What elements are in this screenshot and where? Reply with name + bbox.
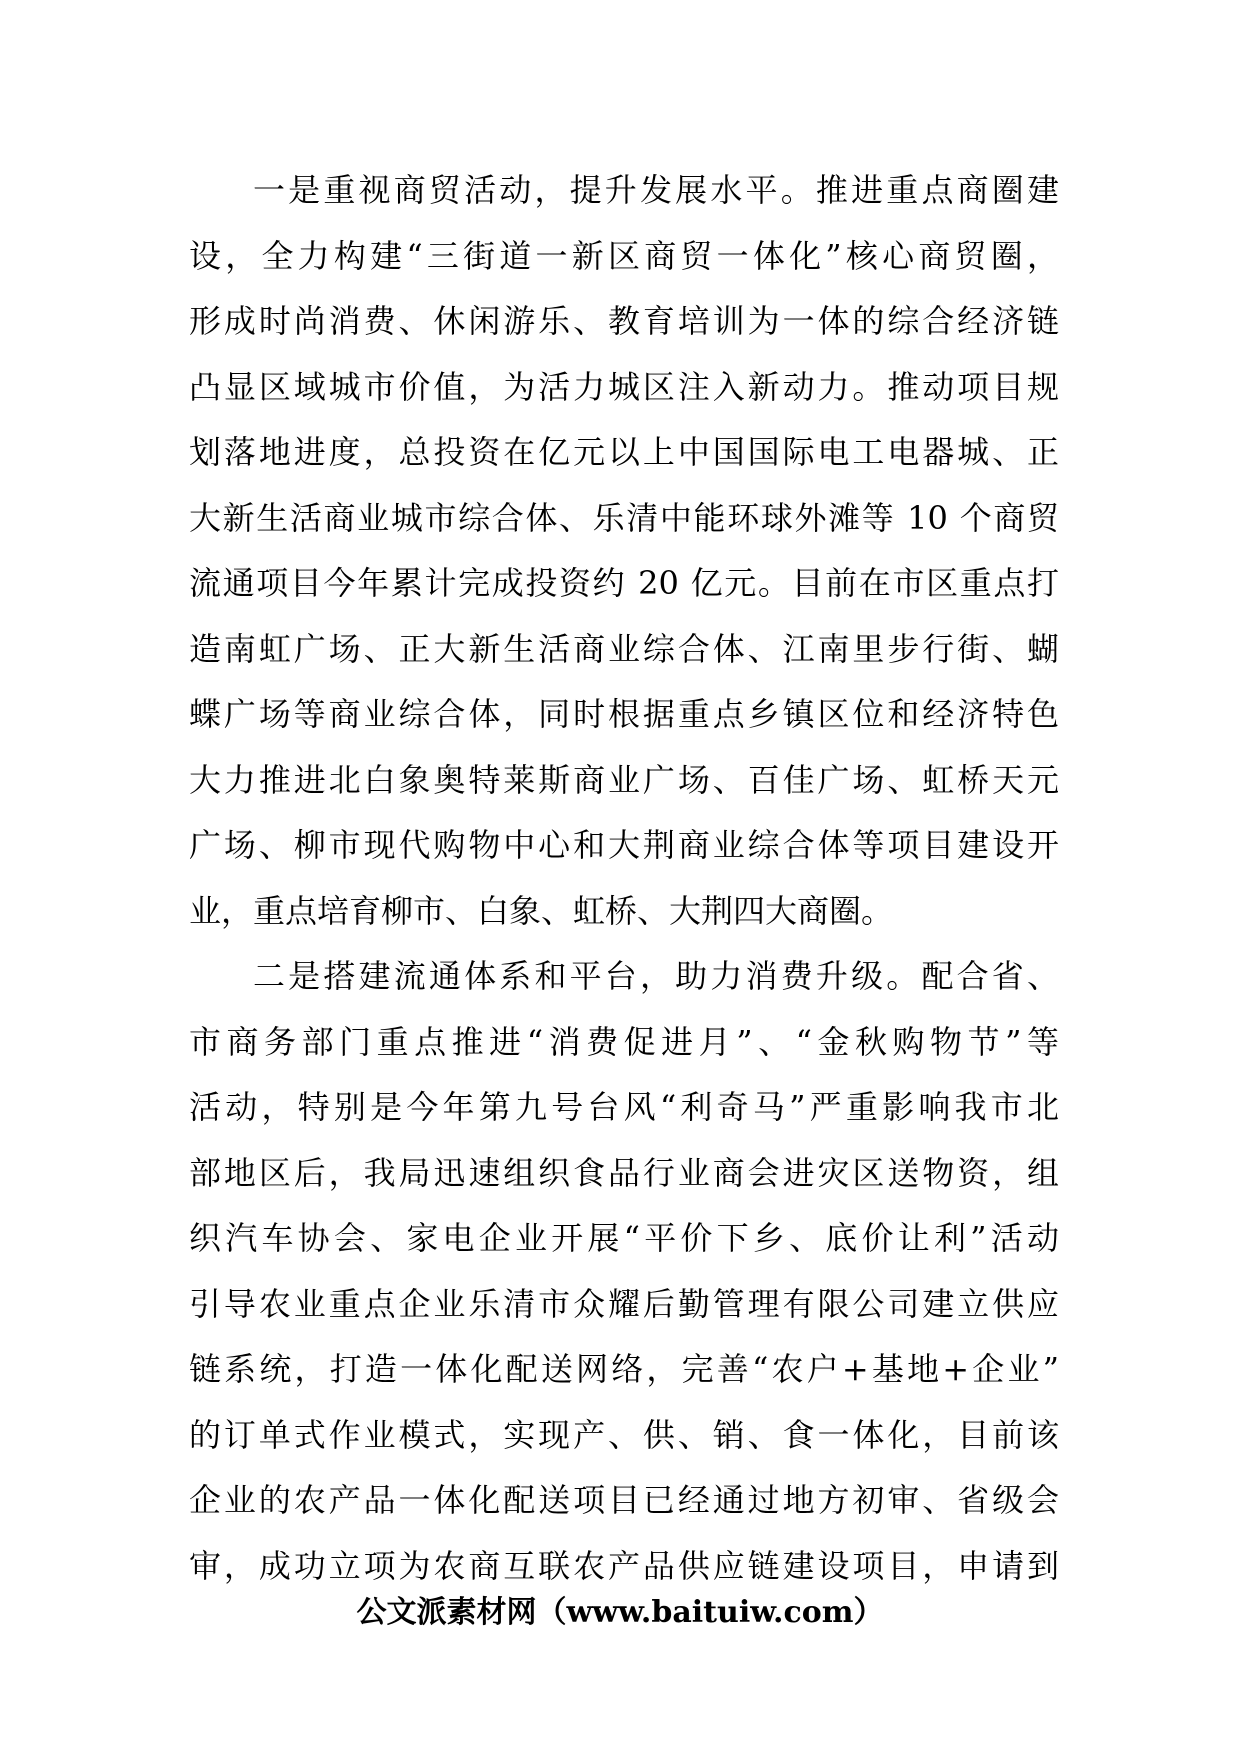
text-line: 划落地进度，总投资在亿元以上中国国际电工电器城、正: [189, 433, 1059, 471]
text-line: 设，全力构建“三街道一新区商贸一体化”核心商贸圈，: [189, 236, 1059, 275]
text-line: 的订单式作业模式，实现产、供、销、食一体化，目前该: [189, 1415, 1059, 1454]
text-line: 链系统，打造一体化配送网络，完善“农户+基地+企业”: [189, 1350, 1059, 1388]
text-line: 二是搭建流通体系和平台，助力消费升级。配合省、: [253, 957, 1059, 995]
text-line: 市商务部门重点推进“消费促进月”、“金秋购物节”等: [189, 1022, 1059, 1061]
text-line: 活动，特别是今年第九号台风“利奇马”严重影响我市北: [189, 1088, 1059, 1126]
paragraph-commerce-activities: [189, 158, 1059, 944]
text-line: 企业的农产品一体化配送项目已经通过地方初审、省级会: [189, 1481, 1059, 1519]
text-line: 引导农业重点企业乐清市众耀后勤管理有限公司建立供应: [189, 1284, 1059, 1323]
text-line: 流通项目今年累计完成投资约 20 亿元。目前在市区重点打: [189, 564, 1059, 602]
text-line: 审，成功立项为农商互联农产品供应链建设项目，申请到: [189, 1546, 1059, 1585]
text-line: 织汽车协会、家电企业开展“平价下乡、底价让利”活动: [189, 1219, 1059, 1257]
text-line: 业，重点培育柳市、白象、虹桥、大荆四大商圈。: [189, 891, 894, 930]
text-line: 形成时尚消费、休闲游乐、教育培训为一体的综合经济链: [189, 302, 1059, 340]
paragraph-circulation-system: [189, 944, 1059, 1599]
document-body: [189, 158, 1059, 1599]
text-line: 部地区后，我局迅速组织食品行业商会进灾区送物资，组: [189, 1153, 1059, 1192]
footer-watermark: 公文派素材网（www.baituiw.com）: [356, 1595, 884, 1630]
text-line: 凸显区域城市价值，为活力城区注入新动力。推动项目规: [189, 367, 1059, 406]
text-line: 造南虹广场、正大新生活商业综合体、江南里步行街、蝴: [189, 629, 1059, 668]
text-line: 大力推进北白象奥特莱斯商业广场、百佳广场、虹桥天元: [189, 760, 1059, 799]
text-line: 蝶广场等商业综合体，同时根据重点乡镇区位和经济特色: [189, 695, 1059, 733]
text-line: 大新生活商业城市综合体、乐清中能环球外滩等 10 个商贸: [189, 498, 1059, 537]
text-line: 广场、柳市现代购物中心和大荆商业综合体等项目建设开: [189, 826, 1059, 864]
text-line: 一是重视商贸活动，提升发展水平。推进重点商圈建: [253, 171, 1059, 209]
